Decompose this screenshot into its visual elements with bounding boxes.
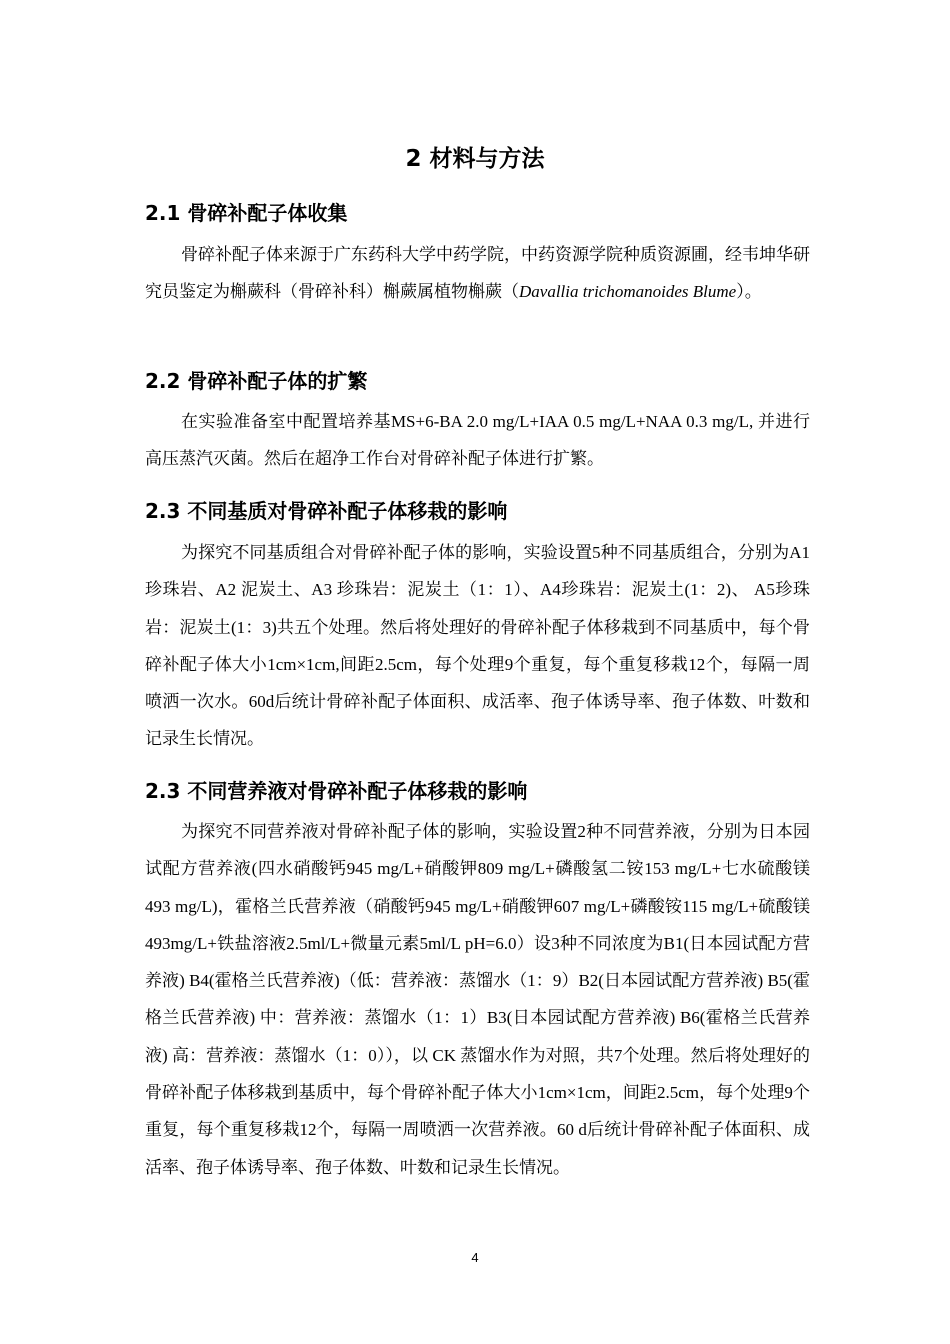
section-heading-2-2: 2.2 骨碎补配子体的扩繁 (145, 369, 368, 393)
page-number: 4 (471, 1250, 479, 1265)
chapter-title: 2 材料与方法 (405, 146, 545, 172)
section-paragraph-2-3-nutrient: 为探究不同营养液对骨碎补配子体的影响，实验设置2种不同营养液，分别为日本园试配方营养液(四水硝酸钙945 mg/L+硝酸钾809 mg/L+磷酸氢二铵153 mg/L+七水硫酸镁493 mg/L)，霍格兰氏营养液（硝酸钙945 mg/L+硝酸钾607 mg/L+磷酸铵115 mg/L+硫酸镁493mg/L+铁盐溶液2.5ml/L+微量元素5ml/L pH=6.0）设3种不同浓度为B1(日本园试配方营养液) B4(霍格兰氏营养液)（低：营养液：蒸馏水（1：9）B2(日本园试配方营养液) B5(霍格兰氏营养液) 中：营养液：蒸馏水（1：1）B3(日本园试配方营养液) B6(霍格兰氏营养液) 高：营养液：蒸馏水（1：0）），以 CK 蒸馏水作为对照，共7个处理。然后将处理好的骨碎补配子体移栽到基质中，每个骨碎补配子体大小1cm×1cm，间距2.5cm，每个处理9个重复，每个重复移栽12个，每隔一周喷洒一次营养液。60 d后统计骨碎补配子体面积、成活率、孢子体诱导率、孢子体数、叶数和记录生长情况。 (145, 822, 810, 1177)
paragraph-text: 骨碎补配子体来源于广东药科大学中药学院，中药资源学院种质资源圃，经韦坤华研究员鉴定为槲蕨科（骨碎补科）槲蕨属植物槲蕨（ (145, 245, 810, 302)
section-heading-2-3-nutrient: 2.3 不同营养液对骨碎补配子体移栽的影响 (145, 779, 528, 803)
section-paragraph-2-1 (145, 236, 810, 311)
paragraph-text-end: ）。 (736, 282, 762, 302)
section-heading-2-3-substrate: 2.3 不同基质对骨碎补配子体移栽的影响 (145, 499, 508, 523)
section-paragraph-2-3-substrate: 为探究不同基质组合对骨碎补配子体的影响，实验设置5种不同基质组合，分别为A1 珍珠岩、A2 泥炭土、A3 珍珠岩：泥炭土（1：1）、A4珍珠岩：泥炭土(1：2)、 A5珍珠岩：泥炭土(1：3)共五个处理。然后将处理好的骨碎补配子体移栽到不同基质中，每个骨碎补配子体大小1cm×1cm,间距2.5cm，每个处理9个重复，每个重复移栽12个，每隔一周喷洒一次水。60d后统计骨碎补配子体面积、成活率、孢子体诱导率、孢子体数、叶数和记录生长情况。 (145, 543, 810, 749)
latin-name: Davallia trichomanoides Blume (519, 282, 737, 302)
section-paragraph-2-2: 在实验准备室中配置培养基MS+6-BA 2.0 mg/L+IAA 0.5 mg/L+NAA 0.3 mg/L, 并进行高压蒸汽灭菌。然后在超净工作台对骨碎补配子体进行扩繁。 (145, 412, 810, 469)
section-heading-2-1: 2.1 骨碎补配子体收集 (145, 201, 348, 225)
